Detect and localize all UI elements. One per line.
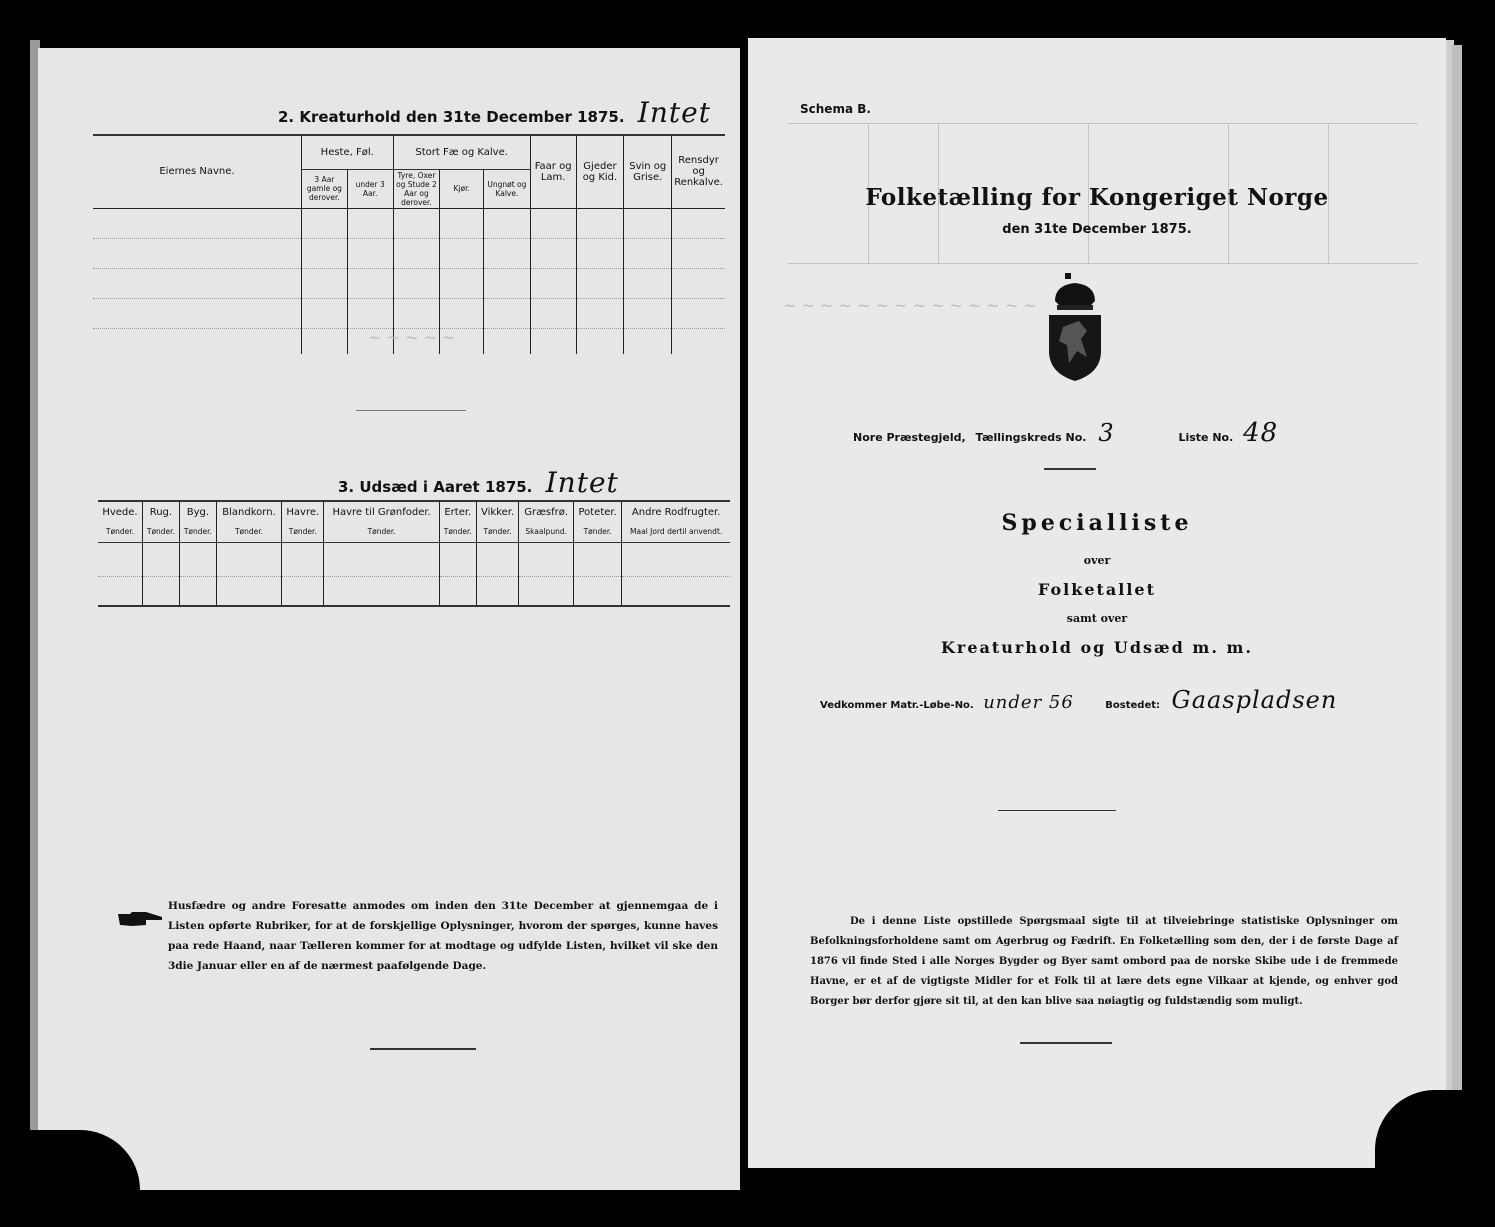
seed-empty-cell	[282, 542, 324, 577]
seed-empty-cell	[324, 577, 439, 606]
parish-label: Nore Præstegjeld,	[853, 431, 966, 444]
corner-clip	[1375, 1090, 1495, 1227]
bosted-label: Bostedet:	[1105, 700, 1161, 711]
pointing-hand-icon	[116, 910, 164, 928]
seed-empty-cell	[476, 542, 519, 577]
header-cattle: Stort Fæ og Kalve.	[393, 136, 530, 169]
main-title: Folketælling for Kongeriget Norge	[865, 184, 1329, 211]
seed-col-unit: Tønder.	[476, 522, 519, 542]
header-sheep: Faar og Lam.	[530, 136, 576, 208]
seed-col-name: Græsfrø.	[519, 502, 574, 522]
seed-col-unit: Tønder.	[179, 522, 216, 542]
seed-col-unit: Tønder.	[324, 522, 439, 542]
seed-empty-cell	[519, 542, 574, 577]
seed-empty-cell	[439, 542, 476, 577]
section3-title: 3. Udsæd i Aaret 1875. Intet	[338, 466, 619, 499]
folketallet-label: Folketallet	[1038, 580, 1156, 599]
seed-empty-cell	[476, 577, 519, 606]
list-value: 48	[1243, 418, 1279, 448]
info-paragraph: De i denne Liste opstillede Spørgsmaal sigte til at tilveiebringe statistiske Oplysninger om Befolkningsforholdene samt om Agerbrug og Fædrift. En Folketælling som den, der i de første Dage af 1876 vil finde Sted i alle Norges Bygder og Byer samt ombord paa de norske Skibe ude i de fremmede Havne, er et af de vigtigste Midler for et Folk til at lære dets egne Vilkaar at kjende, og enhver god Borger bør derfor gjøre sit til, at den kan blive saa nøiagtig og fuldstændig som muligt.	[810, 916, 1398, 1007]
seed-empty-cell	[142, 577, 179, 606]
seed-empty-cell	[573, 542, 621, 577]
seed-empty-cell	[573, 577, 621, 606]
seed-empty-cell	[622, 542, 730, 577]
seed-col-name: Hvede.	[98, 502, 142, 522]
divider	[1044, 468, 1096, 470]
header-reindeer: Rensdyr og Renkalve.	[672, 136, 725, 208]
bleed-through: ~ ~ ~ ~ ~ ~ ~ ~ ~ ~ ~ ~ ~ ~	[783, 296, 1037, 315]
seed-empty-cell	[179, 542, 216, 577]
section2-handwriting: Intet	[637, 96, 711, 129]
right-page	[748, 38, 1446, 1168]
seed-empty-cell	[142, 542, 179, 577]
header-cattle-young: Ungnøt og Kalve.	[484, 169, 531, 208]
main-date: den 31te December 1875.	[1002, 222, 1192, 237]
seed-col-name: Andre Rodfrugter.	[622, 502, 730, 522]
seed-col-unit: Tønder.	[216, 522, 281, 542]
seed-col-name: Erter.	[439, 502, 476, 522]
seed-col-unit: Tønder.	[439, 522, 476, 542]
livestock-table	[93, 136, 725, 354]
seed-col-unit: Tønder.	[282, 522, 324, 542]
header-owner: Eiernes Navne.	[93, 136, 301, 208]
seed-col-name: Byg.	[179, 502, 216, 522]
coat-of-arms-icon	[1043, 271, 1107, 383]
over-label: over	[1083, 554, 1111, 567]
seed-col-unit: Tønder.	[573, 522, 621, 542]
seed-col-unit: Tønder.	[98, 522, 142, 542]
seed-empty-cell	[439, 577, 476, 606]
seed-col-name: Blandkorn.	[216, 502, 281, 522]
seed-empty-cell	[282, 577, 324, 606]
header-cattle-bulls: Tyre, Oxer og Stude 2 Aar og derover.	[393, 169, 440, 208]
corner-clip	[0, 1130, 140, 1227]
seed-col-unit: Tønder.	[142, 522, 179, 542]
header-horses-young: under 3 Aar.	[347, 169, 393, 208]
matr-value: under 56	[983, 692, 1074, 713]
seed-empty-cell	[179, 577, 216, 606]
seed-col-name: Rug.	[142, 502, 179, 522]
divider	[1020, 1042, 1112, 1044]
seed-empty-cell	[98, 542, 142, 577]
seed-col-unit: Maal Jord dertil anvendt.	[622, 522, 730, 542]
left-page	[38, 48, 740, 1190]
header-horses: Heste, Føl.	[301, 136, 393, 169]
seed-col-name: Poteter.	[573, 502, 621, 522]
divider	[998, 810, 1116, 811]
schema-label: Schema B.	[800, 102, 871, 116]
page-edge	[1452, 45, 1462, 1165]
matr-line	[820, 686, 1337, 714]
header-cattle-cows: Kjør.	[440, 169, 484, 208]
divider	[356, 410, 466, 411]
seed-col-name: Havre.	[282, 502, 324, 522]
divider	[370, 1048, 476, 1050]
seed-empty-cell	[98, 577, 142, 606]
header-pigs: Svin og Grise.	[624, 136, 672, 208]
kreaturhold-label: Kreaturhold og Udsæd m. m.	[941, 638, 1253, 657]
district-label: Tællingskreds No.	[975, 431, 1087, 444]
seed-col-name: Vikker.	[476, 502, 519, 522]
bleed-through: ~ ~ ~ ~ ~	[368, 328, 456, 347]
notice-text: Husfædre og andre Foresatte anmodes om inden den 31te December at gjennemgaa de i Listen opførte Rubriker, for at de forskjellige Oplysninger, hvorom der spørges, kunne haves paa rede Haand, naar Tælleren kommer for at modtage og udfylde Listen, hvilket vil ske den 3die Januar eller en af de nærmest paafølgende Dage.	[168, 900, 718, 972]
district-value: 3	[1098, 419, 1115, 447]
header-goats: Gjeder og Kid.	[576, 136, 624, 208]
samt-over-label: samt over	[1066, 612, 1128, 625]
seed-col-name: Havre til Grønfoder.	[324, 502, 439, 522]
matr-label: Vedkommer Matr.-Løbe-No.	[820, 700, 974, 711]
seed-table	[98, 502, 730, 606]
parish-line	[853, 418, 1278, 448]
special-title: Specialliste	[1001, 510, 1193, 536]
table-bottom-rule	[98, 605, 730, 607]
section2-title: 2. Kreaturhold den 31te December 1875. Intet	[278, 96, 711, 129]
bosted-value: Gaaspladsen	[1171, 686, 1338, 714]
header-horses-old: 3 Aar gamle og derover.	[301, 169, 347, 208]
seed-col-unit: Skaalpund.	[519, 522, 574, 542]
seed-empty-cell	[324, 542, 439, 577]
seed-empty-cell	[519, 577, 574, 606]
section3-handwriting: Intet	[545, 466, 619, 499]
seed-empty-cell	[216, 542, 281, 577]
list-label: Liste No.	[1178, 431, 1234, 444]
seed-empty-cell	[622, 577, 730, 606]
seed-empty-cell	[216, 577, 281, 606]
